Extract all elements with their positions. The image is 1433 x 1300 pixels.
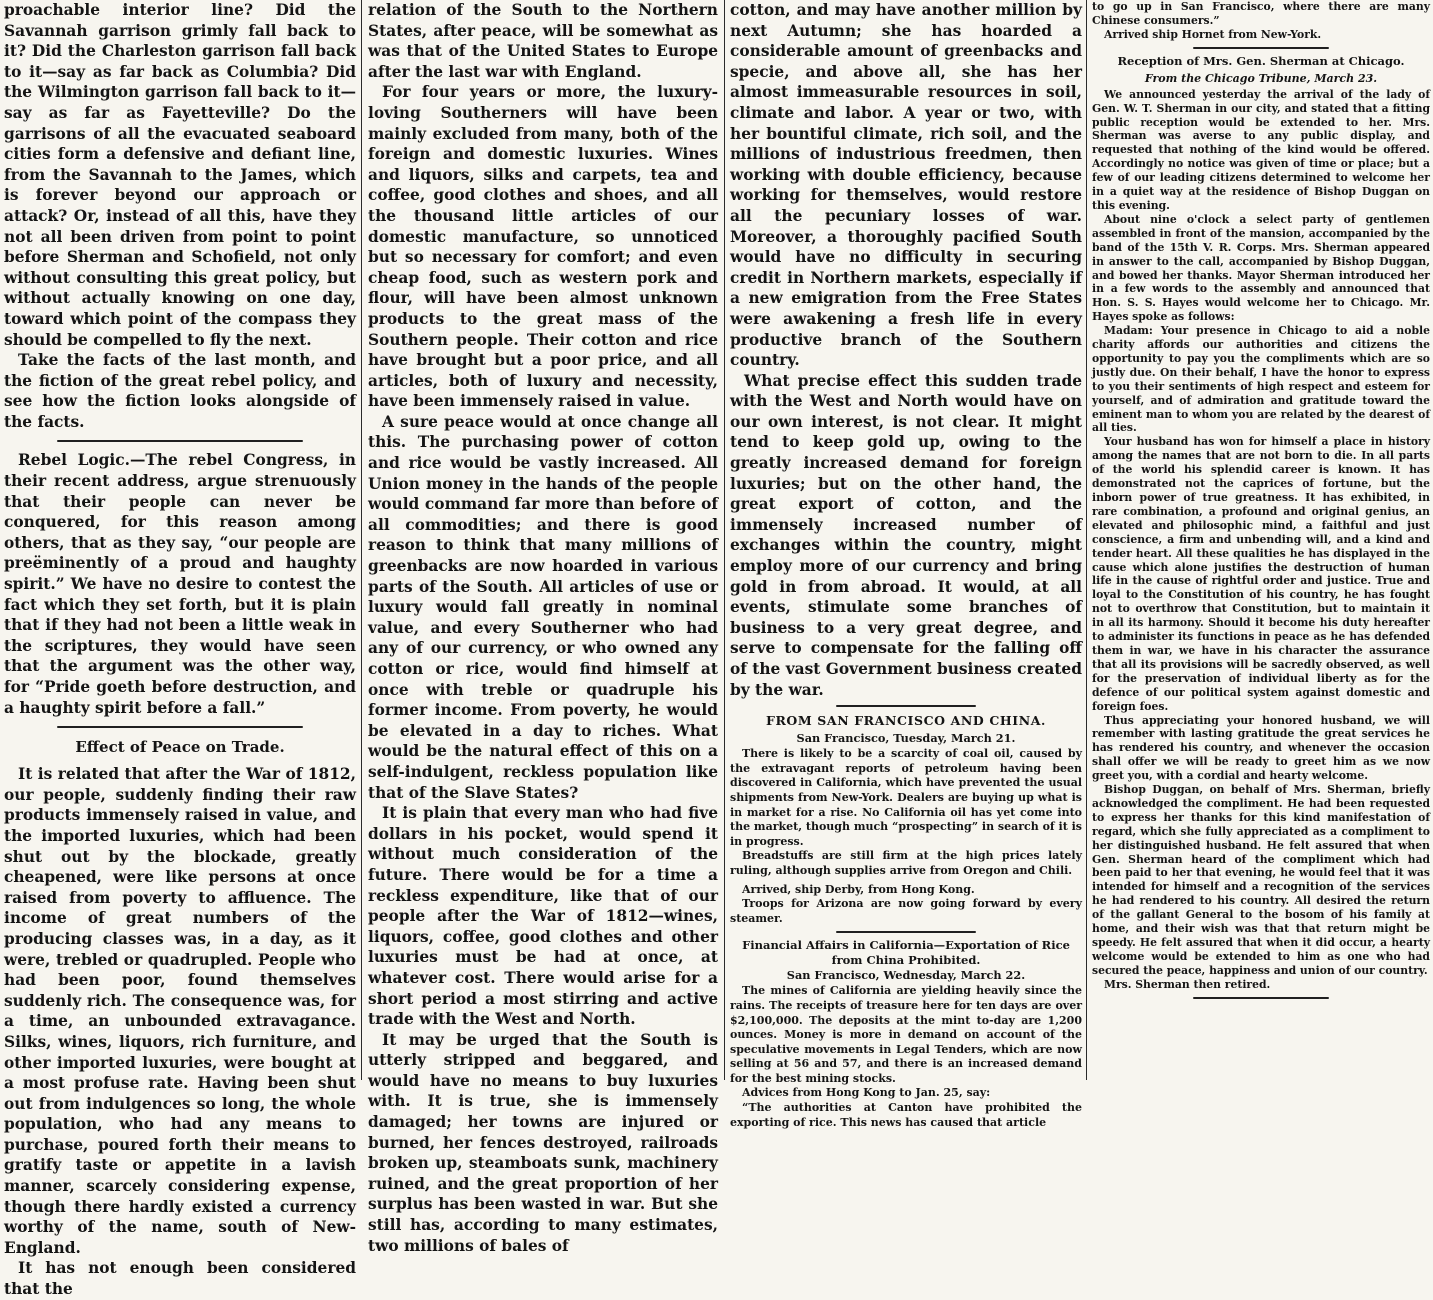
paragraph: The mines of California are yielding heavily since the rains. The receipts of treasure here for ten days are over $2,100,000. The deposits at the mint to-day are 1,200 ounces. Money is more in demand on account of the speculative movements in Legal Tenders, which are now selling at 56 and 57, and there is an increased demand for the best mining stocks. [730, 984, 1082, 1085]
paragraph: Advices from Hong Kong to Jan. 25, say: [742, 1086, 991, 1100]
paragraph: A sure peace would at once change all this. The purchasing power of cotton and rice would be vastly increased. All Union money in the hands of the people would command far more than before of all commodities; and there is good reason to think that many millions of greenbacks are now hoarded in various parts of the South. All articles of use or luxury would fall greatly in nominal value, and every Southerner who had any of our currency, or who owned any cotton or rice, would find himself at once with treble or quadruple his former income. From poverty, he would be elevated in a day to riches. What would be the natural effect of this on a self-indulgent, reckless population like that of the Slave States? [368, 412, 718, 802]
paragraph: It may be urged that the South is utterly stripped and beggared, and would have no means to buy luxuries with. It is true, she is immensely damaged; her towns are injured or burned, her fences destroyed, railroads broken up, steamboats sunk, machinery ruined, and the great proportion of her surplus has been wasted in war. But she still has, according to many estimates, two millions of bales of [368, 1030, 718, 1255]
paragraph: Your husband has won for himself a place in history among the names that are not born to die. In all parts of the world his splendid career is known. It has demonstrated not the caprices of fortune, but the inborn power of true greatness. It has exhibited, in rare combination, a profound and original genius, an elevated and philosophic mind, a faithful and just conscience, a firm and unbending will, and a kind and tender heart. All these qualities he has displayed in the cause which alone justifies the destruction of human life in the cause of rightful order and justice. True and loyal to the Constitution of his country, he has fought not to overthrow that Constitution, but to maintain it in all its harmony. Should it become his duty hereafter to administer its functions in peace as he has defended them in war, we have in his character the assurance that all its provisions will be sacredly observed, as well for the preservation of individual liberty as for the defence of our political system against domestic and foreign foes. [1092, 435, 1430, 713]
paragraph: cotton, and may have another million by next Autumn; she has hoarded a considerable amount of greenbacks and specie, and above all, she has her almost immeasurable resources in soil, climate and labor. A year or two, with her bountiful climate, rich soil, and the millions of industrious freedmen, then working with double efficiency, because working for themselves, would restore all the pecuniary losses of war. Moreover, a thoroughly pacified South would have no difficulty in securing credit in Northern markets, especially if a new emigration from the Free States were awakening a fresh life in every productive branch of the Southern country. [730, 1, 1082, 370]
paragraph: Arrived, ship Derby, from Hong Kong. [742, 882, 975, 896]
divider [836, 931, 977, 933]
paragraph: Take the facts of the last month, and the fiction of the great rebel policy, and see how the fiction looks alongside of the facts. [4, 351, 356, 431]
paragraph: We announced yesterday the arrival of the lady of Gen. W. T. Sherman in our city, and stated that a fitting public reception would be extended to her. Mrs. Sherman was averse to any public display, and requested that nothing of the kind would be offered. Accordingly no notice was given of time or place; but a few of our leading citizens determined to welcome her in a quiet way at the residence of Bishop Duggan on this evening. [1092, 87, 1430, 212]
column-2 [368, 0, 718, 1255]
divider [1193, 47, 1328, 49]
paragraph: It has not enough been considered that the [4, 1259, 356, 1299]
paragraph: proachable interior line? Did the Savannah garrison grimly fall back to it? Did the Charleston garrison fall back to it—say as far back as Columbia? Did the Wilmington garrison fall back to it—say as far as Fayetteville? Do the garrisons of all the evacuated seaboard cities form a defensive and defiant line, from the Savannah to the James, which is forever beyond our approach or attack? Or, instead of all this, have they not all been driven from point to point before Sherman and Schofield, not only without consulting this great policy, but without actually knowing on one day, toward which point of the compass they should be compelled to fly the next. [4, 1, 356, 349]
paragraph: Breadstuffs are still firm at the high prices lately ruling, although supplies arrive from Oregon and Chili. [730, 849, 1082, 877]
paragraph: Rebel Logic.—The rebel Congress, in their recent address, argue strenuously that their people can never be conquered, for this reason among others, that as they say, “our people are preëminently of a proud and haughty spirit.” We have no desire to contest the fact which they set forth, but it is plain that if they had not been a little weak in the scriptures, they would have seen that the argument was the other way, for “Pride goeth before destruction, and a haughty spirit before a fall.” [4, 451, 356, 717]
dateline: San Francisco, Tuesday, March 21. [796, 731, 1016, 746]
column-4 [1092, 0, 1430, 1080]
column-rule [1086, 0, 1087, 1080]
article-headline: Financial Affairs in California—Exportation of Rice from China Prohibited. [742, 938, 1070, 968]
paragraph: About nine o'clock a select party of gentlemen assembled in front of the mansion, accompanied by the band of the 15th V. R. Corps. Mrs. Sherman appeared in answer to the call, accompanied by Bishop Duggan, and bowed her thanks. Mayor Sherman introduced her in a few words to the assembly and announced that Hon. S. S. Hayes would welcome her to Chicago. Mr. Hayes spoke as follows: [1092, 212, 1430, 324]
article-heading: Effect of Peace on Trade. [75, 738, 285, 757]
column-rule [724, 0, 725, 1080]
paragraph: It is related that after the War of 1812, our people, suddenly finding their raw products immensely raised in value, and the imported luxuries, which had been shut out by the blockade, greatly cheapened, were like persons at once raised from poverty to affluence. The income of great numbers of the producing classes was, in a day, as it were, trebled or quadrupled. People who had been poor, found themselves suddenly rich. The consequence was, for a time, an unbounded extravagance. Silks, wines, liquors, rich furniture, and other imported luxuries, were bought at a most profuse rate. Having been shut out from indulgences so long, the whole population, who had any means to purchase, poured forth their means to gratify taste or appetite in a lavish manner, scarcely considering expense, though there hardly existed a currency worthy of the name, south of New-England. [4, 765, 356, 1257]
paragraph: “The authorities at Canton have prohibited the exporting of rice. This news has caused that article [730, 1101, 1082, 1129]
article-headline: FROM SAN FRANCISCO AND CHINA. [765, 713, 1047, 729]
paragraph: It is plain that every man who had five dollars in his pocket, would spend it without much consideration of the future. There would be for a time a reckless expenditure, like that of our people after the War of 1812—wines, liquors, coffee, good clothes and other luxuries must be had at once, at whatever cost. There would arise for a short period a most stirring and active trade with the West and North. [368, 804, 718, 1029]
divider [836, 705, 977, 707]
paragraph: What precise effect this sudden trade with the West and North would have on our own interest, is not clear. It might tend to keep gold up, owing to the greatly increased demand for foreign luxuries; but on the other hand, the great export of cotton, and the immensely increased number of exchanges within the country, might employ more of our currency and bring gold in from abroad. It would, at all events, stimulate some branches of business to a very great degree, and serve to compensate for the falling off of the vast Government business created by the war. [730, 371, 1082, 699]
paragraph: Arrived ship Hornet from New-York. [1104, 27, 1322, 41]
divider [57, 726, 303, 728]
paragraph: Troops for Arizona are now going forward by every steamer. [730, 897, 1082, 925]
paragraph: relation of the South to the Northern States, after peace, will be somewhat as was that of the United States to Europe after the last war with England. [368, 1, 718, 81]
paragraph: Madam: Your presence in Chicago to aid a noble charity affords our authorities and citizens the opportunity to pay you the compliments which are so justly due. On their behalf, I have the honor to express to you their sentiments of high respect and esteem for yourself, and of admiration and gratitude toward the eminent man to whom you are related by the dearest of all ties. [1092, 324, 1430, 435]
dateline: San Francisco, Wednesday, March 22. [786, 968, 1026, 983]
paragraph: There is likely to be a scarcity of coal oil, caused by the extravagant reports of petroleum having been discovered in California, which have prevented the usual shipments from New-York. Dealers are buying up what is in market for a rise. No California oil has yet come into the market, though much “prospecting” in search of it is in progress. [730, 747, 1082, 848]
paragraph: to go up in San Francisco, where there are many Chinese consumers.” [1092, 0, 1430, 27]
paragraph: Bishop Duggan, on behalf of Mrs. Sherman, briefly acknowledged the compliment. He had been requested to express her thanks for this kind manifestation of regard, which she fully appreciated as a compliment to her distinguished husband. He felt assured that when Gen. Sherman heard of the compliment which had been paid to her that evening, he would feel that it was intended for himself and a recognition of the services he had rendered to his country. All desired the return of the gallant General to the bosom of his family at home, and their wish was that that return might be speedy. He felt assured that when it did occur, a hearty welcome would be extended to him as one who had secured the peace, happiness and union of our country. [1092, 783, 1430, 977]
source-line: From the Chicago Tribune, March 23. [1144, 71, 1378, 85]
paragraph: Thus appreciating your honored husband, we will remember with lasting gratitude the great services he has rendered his country, and whenever the occasion shall offer we will be ready to greet him as we now greet you, with a cordial and hearty welcome. [1092, 713, 1430, 783]
column-1 [4, 0, 356, 1299]
column-3 [730, 0, 1082, 1129]
paragraph: For four years or more, the luxury-loving Southerners will have been mainly excluded from many, both of the foreign and domestic luxuries. Wines and liquors, silks and carpets, tea and coffee, good clothes and shoes, and all the thousand little articles of our domestic manufacture, so unnoticed but so necessary for comfort; and even cheap food, such as western pork and flour, will have been almost unknown products to the great mass of the Southern people. Their cotton and rice have brought but a poor price, and all articles, both of luxury and necessity, have been immensely raised in value. [368, 83, 718, 411]
column-rule [361, 0, 362, 1080]
divider [57, 440, 303, 442]
paragraph: Mrs. Sherman then retired. [1104, 977, 1271, 991]
article-headline: Reception of Mrs. Gen. Sherman at Chicago. [1117, 53, 1405, 68]
divider [1193, 997, 1328, 999]
